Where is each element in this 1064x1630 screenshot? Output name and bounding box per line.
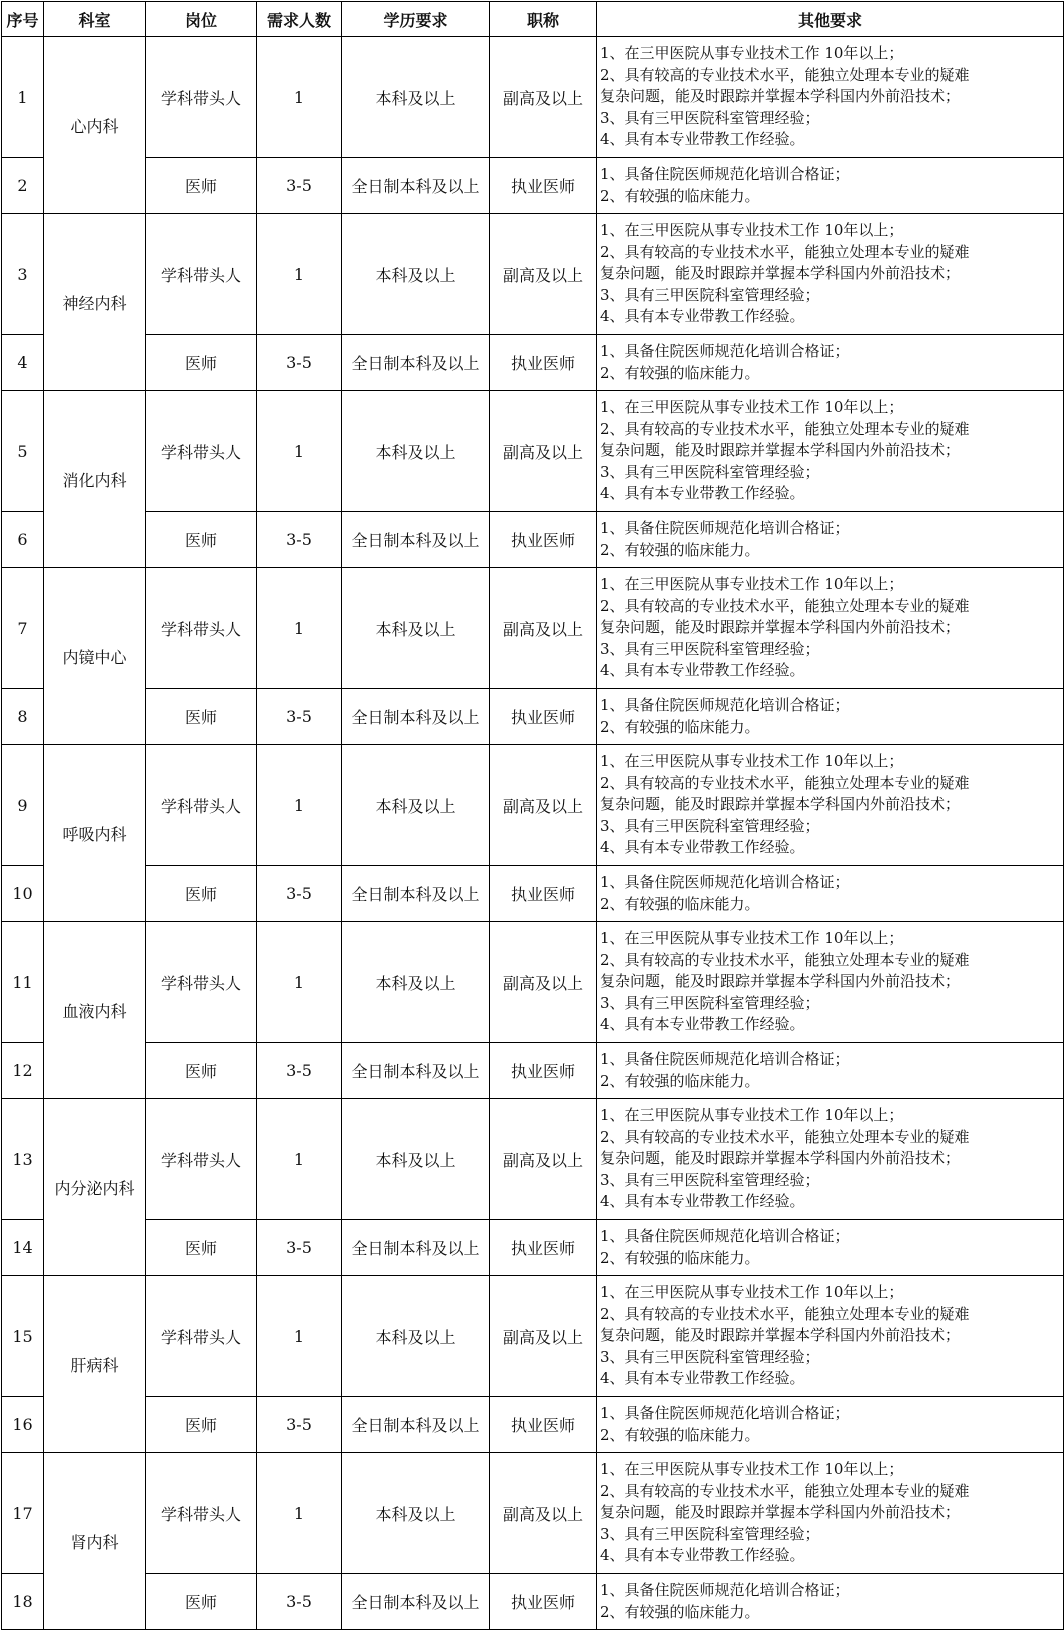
requirements-cell bbox=[597, 158, 1064, 214]
title-cell: 执业医师 bbox=[490, 866, 597, 922]
title-cell: 副高及以上 bbox=[490, 1276, 597, 1397]
requirement-line: 1、具备住院医师规范化培训合格证； bbox=[600, 873, 850, 891]
seq-cell: 2 bbox=[2, 158, 44, 214]
position-cell: 医师 bbox=[146, 1220, 257, 1276]
education-cell: 本科及以上 bbox=[342, 922, 490, 1043]
table-row bbox=[2, 1453, 1064, 1574]
title-cell: 执业医师 bbox=[490, 335, 597, 391]
requirements-cell bbox=[597, 1397, 1064, 1453]
seq-cell: 3 bbox=[2, 214, 44, 335]
requirement-line: 1、在三甲医院从事专业技术工作 10年以上； bbox=[600, 221, 904, 240]
education-cell: 全日制本科及以上 bbox=[342, 512, 490, 568]
requirements-cell bbox=[597, 1276, 1064, 1397]
title-cell: 执业医师 bbox=[490, 1220, 597, 1276]
position-cell: 学科带头人 bbox=[146, 391, 257, 512]
header-title: 职称 bbox=[490, 2, 597, 37]
title-cell: 副高及以上 bbox=[490, 391, 597, 512]
requirement-line: 复杂问题，能及时跟踪并掌握本学科国内外前沿技术； bbox=[600, 1326, 961, 1345]
header-other: 其他要求 bbox=[597, 2, 1064, 37]
dept-cell: 消化内科 bbox=[44, 391, 146, 568]
table-row bbox=[2, 158, 1064, 214]
requirement-line: 2、具有较高的专业技术水平，能独立处理本专业的疑难 bbox=[600, 950, 970, 969]
count-cell: 3-5 bbox=[257, 866, 342, 922]
requirements-cell bbox=[597, 1043, 1064, 1099]
dept-cell: 心内科 bbox=[44, 37, 146, 214]
seq-cell: 12 bbox=[2, 1043, 44, 1099]
requirements-cell bbox=[597, 214, 1064, 335]
count-cell: 3-5 bbox=[257, 689, 342, 745]
dept-cell: 呼吸内科 bbox=[44, 745, 146, 922]
position-cell: 医师 bbox=[146, 689, 257, 745]
title-cell: 执业医师 bbox=[490, 1397, 597, 1453]
seq-cell: 6 bbox=[2, 512, 44, 568]
requirement-line: 2、有较强的临床能力。 bbox=[600, 717, 760, 736]
requirement-line: 2、有较强的临床能力。 bbox=[600, 1425, 760, 1444]
title-cell: 执业医师 bbox=[490, 1574, 597, 1630]
title-cell: 副高及以上 bbox=[490, 37, 597, 158]
count-cell: 1 bbox=[257, 922, 342, 1043]
table-body bbox=[2, 37, 1064, 1630]
table-row bbox=[2, 335, 1064, 391]
requirements-cell bbox=[597, 1574, 1064, 1630]
header-education: 学历要求 bbox=[342, 2, 490, 37]
dept-cell: 内分泌内科 bbox=[44, 1099, 146, 1276]
count-cell: 3-5 bbox=[257, 1220, 342, 1276]
position-cell: 医师 bbox=[146, 1043, 257, 1099]
requirements-cell bbox=[597, 37, 1064, 158]
requirement-line: 2、有较强的临床能力。 bbox=[600, 363, 760, 382]
seq-cell: 5 bbox=[2, 391, 44, 512]
requirement-line: 2、具有较高的专业技术水平，能独立处理本专业的疑难 bbox=[600, 773, 970, 792]
requirements-cell bbox=[597, 568, 1064, 689]
requirement-line: 1、具备住院医师规范化培训合格证； bbox=[600, 1050, 850, 1068]
requirement-line: 2、具有较高的专业技术水平，能独立处理本专业的疑难 bbox=[600, 242, 970, 261]
requirement-line: 4、具有本专业带教工作经验。 bbox=[600, 1015, 805, 1034]
seq-cell: 11 bbox=[2, 922, 44, 1043]
position-cell: 医师 bbox=[146, 512, 257, 568]
title-cell: 副高及以上 bbox=[490, 1453, 597, 1574]
seq-cell: 7 bbox=[2, 568, 44, 689]
education-cell: 全日制本科及以上 bbox=[342, 866, 490, 922]
requirement-line: 3、具有三甲医院科室管理经验； bbox=[600, 1170, 820, 1189]
requirement-line: 1、在三甲医院从事专业技术工作 10年以上； bbox=[600, 44, 904, 63]
count-cell: 3-5 bbox=[257, 1574, 342, 1630]
table-row bbox=[2, 922, 1064, 1043]
education-cell: 本科及以上 bbox=[342, 745, 490, 866]
count-cell: 1 bbox=[257, 745, 342, 866]
count-cell: 1 bbox=[257, 1099, 342, 1220]
requirements-cell bbox=[597, 689, 1064, 745]
seq-cell: 9 bbox=[2, 745, 44, 866]
requirement-line: 复杂问题，能及时跟踪并掌握本学科国内外前沿技术； bbox=[600, 1149, 961, 1168]
table-header-row bbox=[2, 2, 1064, 37]
count-cell: 3-5 bbox=[257, 512, 342, 568]
position-cell: 学科带头人 bbox=[146, 1099, 257, 1220]
table-row bbox=[2, 866, 1064, 922]
requirement-line: 1、在三甲医院从事专业技术工作 10年以上； bbox=[600, 575, 904, 594]
seq-cell: 17 bbox=[2, 1453, 44, 1574]
table-row bbox=[2, 689, 1064, 745]
position-cell: 医师 bbox=[146, 866, 257, 922]
seq-cell: 18 bbox=[2, 1574, 44, 1630]
requirement-line: 1、具备住院医师规范化培训合格证； bbox=[600, 165, 850, 183]
requirement-line: 1、具备住院医师规范化培训合格证； bbox=[600, 1227, 850, 1245]
table-row bbox=[2, 568, 1064, 689]
education-cell: 全日制本科及以上 bbox=[342, 1574, 490, 1630]
requirement-line: 2、有较强的临床能力。 bbox=[600, 1071, 760, 1090]
count-cell: 1 bbox=[257, 1276, 342, 1397]
position-cell: 医师 bbox=[146, 335, 257, 391]
position-cell: 学科带头人 bbox=[146, 37, 257, 158]
requirements-cell bbox=[597, 335, 1064, 391]
header-count: 需求人数 bbox=[257, 2, 342, 37]
table-row bbox=[2, 1574, 1064, 1630]
requirements-cell bbox=[597, 922, 1064, 1043]
requirement-line: 1、在三甲医院从事专业技术工作 10年以上； bbox=[600, 1460, 904, 1479]
position-cell: 医师 bbox=[146, 158, 257, 214]
title-cell: 副高及以上 bbox=[490, 214, 597, 335]
requirement-line: 2、有较强的临床能力。 bbox=[600, 540, 760, 559]
seq-cell: 15 bbox=[2, 1276, 44, 1397]
position-cell: 医师 bbox=[146, 1574, 257, 1630]
requirement-line: 1、在三甲医院从事专业技术工作 10年以上； bbox=[600, 1106, 904, 1125]
seq-cell: 16 bbox=[2, 1397, 44, 1453]
education-cell: 本科及以上 bbox=[342, 1099, 490, 1220]
requirement-line: 2、具有较高的专业技术水平，能独立处理本专业的疑难 bbox=[600, 419, 970, 438]
requirement-line: 4、具有本专业带教工作经验。 bbox=[600, 1192, 805, 1211]
requirement-line: 4、具有本专业带教工作经验。 bbox=[600, 1546, 805, 1565]
requirement-line: 2、具有较高的专业技术水平，能独立处理本专业的疑难 bbox=[600, 1304, 970, 1323]
requirement-line: 3、具有三甲医院科室管理经验； bbox=[600, 639, 820, 658]
title-cell: 执业医师 bbox=[490, 512, 597, 568]
recruitment-table bbox=[1, 1, 1064, 1630]
position-cell: 学科带头人 bbox=[146, 1276, 257, 1397]
requirement-line: 复杂问题，能及时跟踪并掌握本学科国内外前沿技术； bbox=[600, 1503, 961, 1522]
seq-cell: 1 bbox=[2, 37, 44, 158]
requirement-line: 4、具有本专业带教工作经验。 bbox=[600, 661, 805, 680]
requirement-line: 2、具有较高的专业技术水平，能独立处理本专业的疑难 bbox=[600, 596, 970, 615]
count-cell: 3-5 bbox=[257, 1397, 342, 1453]
title-cell: 副高及以上 bbox=[490, 1099, 597, 1220]
education-cell: 全日制本科及以上 bbox=[342, 1397, 490, 1453]
education-cell: 本科及以上 bbox=[342, 37, 490, 158]
requirement-line: 1、具备住院医师规范化培训合格证； bbox=[600, 696, 850, 714]
dept-cell: 肝病科 bbox=[44, 1276, 146, 1453]
requirement-line: 3、具有三甲医院科室管理经验； bbox=[600, 816, 820, 835]
table-row bbox=[2, 745, 1064, 866]
requirement-line: 4、具有本专业带教工作经验。 bbox=[600, 130, 805, 149]
requirement-line: 复杂问题，能及时跟踪并掌握本学科国内外前沿技术； bbox=[600, 264, 961, 283]
count-cell: 3-5 bbox=[257, 1043, 342, 1099]
requirement-line: 3、具有三甲医院科室管理经验； bbox=[600, 462, 820, 481]
education-cell: 本科及以上 bbox=[342, 1276, 490, 1397]
requirement-line: 2、有较强的临床能力。 bbox=[600, 1602, 760, 1621]
position-cell: 学科带头人 bbox=[146, 568, 257, 689]
title-cell: 执业医师 bbox=[490, 1043, 597, 1099]
requirements-cell bbox=[597, 745, 1064, 866]
requirement-line: 1、具备住院医师规范化培训合格证； bbox=[600, 519, 850, 537]
requirement-line: 复杂问题，能及时跟踪并掌握本学科国内外前沿技术； bbox=[600, 795, 961, 814]
table-row bbox=[2, 391, 1064, 512]
education-cell: 全日制本科及以上 bbox=[342, 1220, 490, 1276]
requirement-line: 3、具有三甲医院科室管理经验； bbox=[600, 1347, 820, 1366]
requirements-cell bbox=[597, 1099, 1064, 1220]
table-row bbox=[2, 512, 1064, 568]
requirement-line: 4、具有本专业带教工作经验。 bbox=[600, 484, 805, 503]
requirement-line: 复杂问题，能及时跟踪并掌握本学科国内外前沿技术； bbox=[600, 972, 961, 991]
table-row bbox=[2, 1397, 1064, 1453]
count-cell: 1 bbox=[257, 214, 342, 335]
requirement-line: 2、具有较高的专业技术水平，能独立处理本专业的疑难 bbox=[600, 65, 970, 84]
dept-cell: 神经内科 bbox=[44, 214, 146, 391]
requirement-line: 4、具有本专业带教工作经验。 bbox=[600, 307, 805, 326]
position-cell: 学科带头人 bbox=[146, 745, 257, 866]
header-dept: 科室 bbox=[44, 2, 146, 37]
seq-cell: 10 bbox=[2, 866, 44, 922]
requirement-line: 3、具有三甲医院科室管理经验； bbox=[600, 1524, 820, 1543]
position-cell: 学科带头人 bbox=[146, 1453, 257, 1574]
title-cell: 执业医师 bbox=[490, 158, 597, 214]
requirement-line: 3、具有三甲医院科室管理经验； bbox=[600, 993, 820, 1012]
requirement-line: 1、具备住院医师规范化培训合格证； bbox=[600, 1581, 850, 1599]
requirement-line: 3、具有三甲医院科室管理经验； bbox=[600, 285, 820, 304]
education-cell: 本科及以上 bbox=[342, 568, 490, 689]
seq-cell: 8 bbox=[2, 689, 44, 745]
count-cell: 1 bbox=[257, 568, 342, 689]
requirement-line: 1、在三甲医院从事专业技术工作 10年以上； bbox=[600, 398, 904, 417]
title-cell: 副高及以上 bbox=[490, 922, 597, 1043]
requirements-cell bbox=[597, 391, 1064, 512]
requirement-line: 复杂问题，能及时跟踪并掌握本学科国内外前沿技术； bbox=[600, 87, 961, 106]
seq-cell: 14 bbox=[2, 1220, 44, 1276]
education-cell: 本科及以上 bbox=[342, 391, 490, 512]
requirement-line: 1、在三甲医院从事专业技术工作 10年以上； bbox=[600, 752, 904, 771]
education-cell: 本科及以上 bbox=[342, 214, 490, 335]
requirements-cell bbox=[597, 866, 1064, 922]
education-cell: 全日制本科及以上 bbox=[342, 1043, 490, 1099]
education-cell: 全日制本科及以上 bbox=[342, 689, 490, 745]
requirement-line: 3、具有三甲医院科室管理经验； bbox=[600, 108, 820, 127]
table-row bbox=[2, 1043, 1064, 1099]
education-cell: 本科及以上 bbox=[342, 1453, 490, 1574]
count-cell: 3-5 bbox=[257, 158, 342, 214]
title-cell: 副高及以上 bbox=[490, 745, 597, 866]
table-row bbox=[2, 1099, 1064, 1220]
requirement-line: 复杂问题，能及时跟踪并掌握本学科国内外前沿技术； bbox=[600, 618, 961, 637]
requirement-line: 2、具有较高的专业技术水平，能独立处理本专业的疑难 bbox=[600, 1481, 970, 1500]
table-row bbox=[2, 37, 1064, 158]
table-row bbox=[2, 1276, 1064, 1397]
requirement-line: 2、有较强的临床能力。 bbox=[600, 1248, 760, 1267]
position-cell: 学科带头人 bbox=[146, 214, 257, 335]
count-cell: 1 bbox=[257, 1453, 342, 1574]
requirement-line: 2、有较强的临床能力。 bbox=[600, 186, 760, 205]
requirement-line: 1、具备住院医师规范化培训合格证； bbox=[600, 1404, 850, 1422]
count-cell: 1 bbox=[257, 37, 342, 158]
count-cell: 1 bbox=[257, 391, 342, 512]
requirement-line: 1、在三甲医院从事专业技术工作 10年以上； bbox=[600, 1283, 904, 1302]
education-cell: 全日制本科及以上 bbox=[342, 158, 490, 214]
requirement-line: 1、具备住院医师规范化培训合格证； bbox=[600, 342, 850, 360]
education-cell: 全日制本科及以上 bbox=[342, 335, 490, 391]
dept-cell: 内镜中心 bbox=[44, 568, 146, 745]
requirement-line: 2、具有较高的专业技术水平，能独立处理本专业的疑难 bbox=[600, 1127, 970, 1146]
requirement-line: 2、有较强的临床能力。 bbox=[600, 894, 760, 913]
requirements-cell bbox=[597, 1220, 1064, 1276]
table-row bbox=[2, 1220, 1064, 1276]
requirement-line: 4、具有本专业带教工作经验。 bbox=[600, 838, 805, 857]
table-row bbox=[2, 214, 1064, 335]
requirement-line: 1、在三甲医院从事专业技术工作 10年以上； bbox=[600, 929, 904, 948]
seq-cell: 4 bbox=[2, 335, 44, 391]
requirement-line: 4、具有本专业带教工作经验。 bbox=[600, 1369, 805, 1388]
dept-cell: 血液内科 bbox=[44, 922, 146, 1099]
title-cell: 副高及以上 bbox=[490, 568, 597, 689]
position-cell: 学科带头人 bbox=[146, 922, 257, 1043]
requirements-cell bbox=[597, 1453, 1064, 1574]
count-cell: 3-5 bbox=[257, 335, 342, 391]
position-cell: 医师 bbox=[146, 1397, 257, 1453]
seq-cell: 13 bbox=[2, 1099, 44, 1220]
requirements-cell bbox=[597, 512, 1064, 568]
header-seq: 序号 bbox=[2, 2, 44, 37]
requirement-line: 复杂问题，能及时跟踪并掌握本学科国内外前沿技术； bbox=[600, 441, 961, 460]
dept-cell: 肾内科 bbox=[44, 1453, 146, 1630]
title-cell: 执业医师 bbox=[490, 689, 597, 745]
header-position: 岗位 bbox=[146, 2, 257, 37]
